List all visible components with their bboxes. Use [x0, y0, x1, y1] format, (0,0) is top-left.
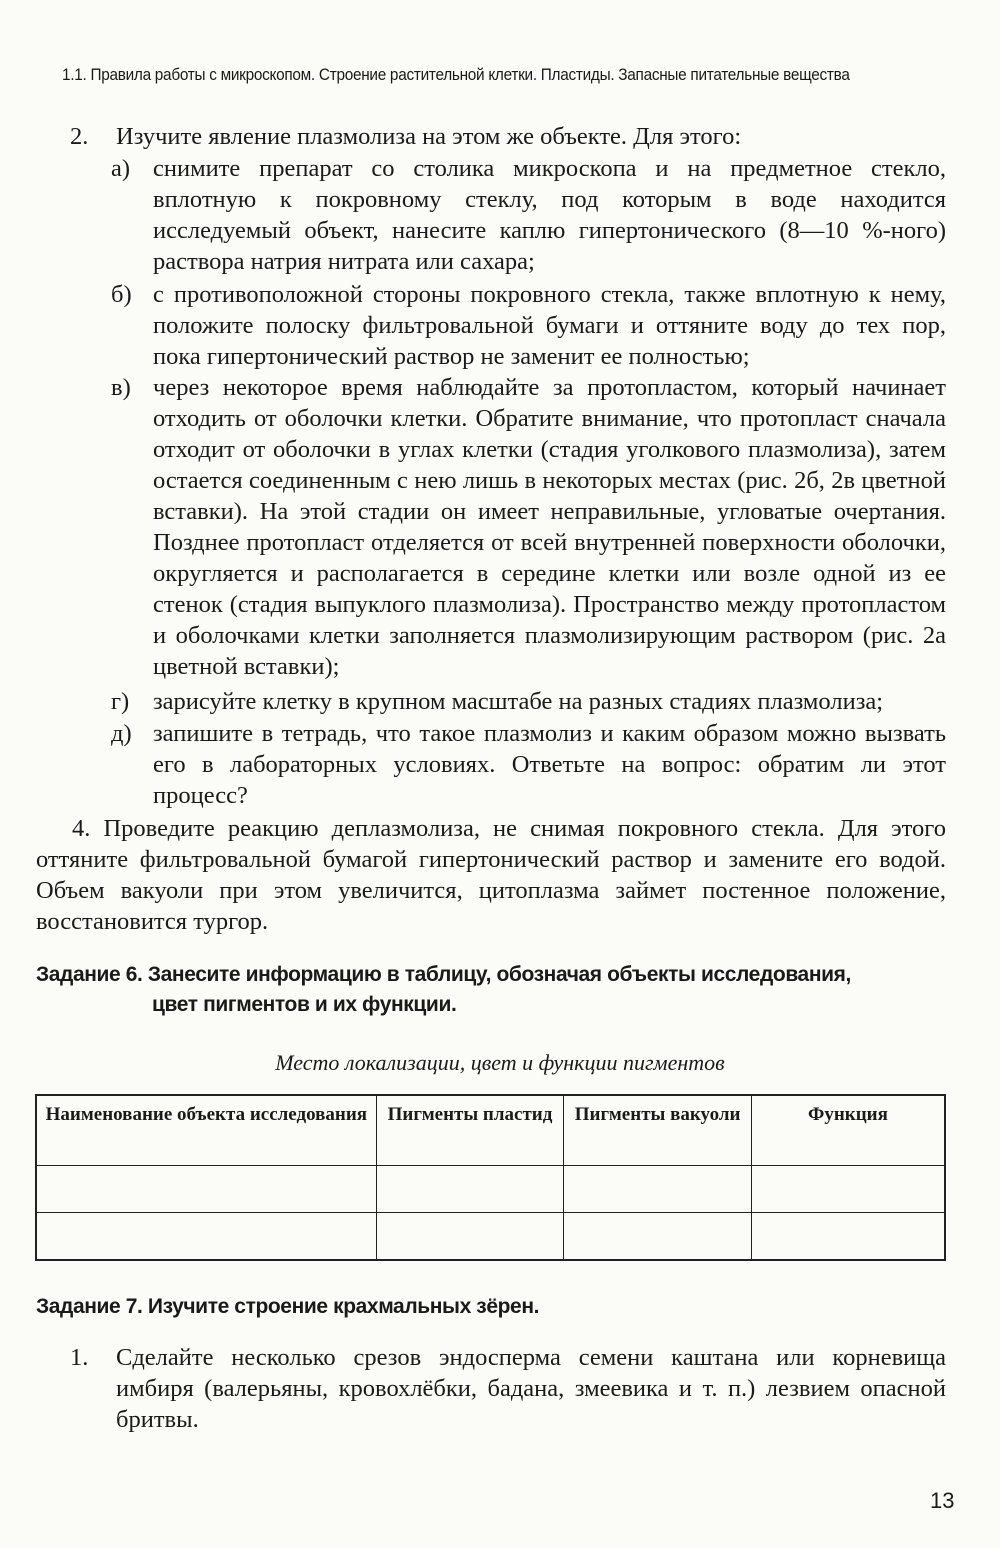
table-cell[interactable]	[36, 1213, 376, 1261]
header-vacuole-pigments: Пигменты вакуоли	[564, 1095, 752, 1166]
task-6-line-2: цвет пигментов и их функции.	[152, 993, 457, 1016]
header-object: Наименование объекта исследования	[36, 1095, 376, 1166]
step-4-paragraph: 4. Проведите реакцию деплазмолиза, не снимая покровного стекла. Для этого оттяните фильтровальной бумагой гипертонический раствор и замените его водой. Объем вакуоли при этом увеличится, цитоплазма займет постенное положение, восстановится тургор.	[36, 815, 946, 935]
substep-d	[111, 718, 946, 811]
step-2-text: Изучите явление плазмолиза на этом же объекте. Для этого:	[116, 123, 742, 150]
table-cell[interactable]	[751, 1213, 945, 1261]
substep-d-text: запишите в тетрадь, что такое плазмолиз и каким образом можно вызвать его в лабораторных условиях. Ответьте на вопрос: обратим ли этот процесс?	[153, 720, 946, 809]
pigments-table	[35, 1094, 946, 1261]
substep-v-text: через некоторое время наблюдайте за протопластом, который начинает отходить от оболочки клетки. Обратите внимание, что протопласт сначала отходит от оболочки в углах клетки (стадия уголкового плазмолиза), затем остается соединенным с нею лишь в некоторых местах (рис. 2б, 2в цветной вставки). На этой стадии он имеет неправильные, угловатые очертания. Позднее протопласт отделяется от всей внутренней поверхности оболочки, округляется и располагается в середине клетки или возле одной из ее стенок (стадия выпуклого плазмолиза). Пространство между протопластом и оболочками клетки заполняется плазмолизирующим раствором (рис. 2а цветной вставки);	[153, 374, 946, 680]
table-cell[interactable]	[564, 1213, 752, 1261]
step-2-number: 2.	[70, 123, 89, 150]
table-cell[interactable]	[36, 1166, 376, 1213]
substep-g-text: зарисуйте клетку в крупном масштабе на разных стадиях плазмолиза;	[153, 688, 884, 715]
task-7-step-1-text: Сделайте несколько срезов эндосперма семени каштана или корневища имбиря (валерьяны, кровохлёбки, бадана, змеевика и т. п.) лезвием опасной бритвы.	[116, 1344, 946, 1433]
table-caption: Место локализации, цвет и функции пигментов	[275, 1050, 725, 1075]
substep-a	[111, 153, 946, 277]
substep-a-text: снимите препарат со столика микроскопа и на предметное стекло, вплотную к покровному стеклу, под которым в воде находится исследуемый объект, нанесите каплю гипертонического (8—10 %-ного) раствора натрия нитрата или сахара;	[153, 155, 946, 275]
substep-b	[111, 279, 946, 372]
header-function: Функция	[751, 1095, 945, 1166]
substep-b-text: с противоположной стороны покровного стекла, также вплотную к нему, положите полоску фильтровальной бумаги и оттяните воду до тех пор, пока гипертонический раствор не заменит ее полностью;	[153, 281, 946, 370]
task-7-heading: Задание 7. Изучите строение крахмальных зёрен.	[36, 1295, 540, 1318]
substep-v	[111, 372, 946, 682]
table-header-row	[36, 1095, 945, 1166]
substep-d-mark: д)	[111, 720, 132, 747]
running-header: 1.1. Правила работы с микроскопом. Строение растительной клетки. Пластиды. Запасные питательные вещества	[62, 66, 850, 84]
header-plastid-pigments: Пигменты пластид	[376, 1095, 564, 1166]
substep-v-mark: в)	[111, 374, 131, 401]
substep-g-mark: г)	[111, 688, 130, 715]
task-6-heading	[36, 960, 946, 1020]
table-cell[interactable]	[564, 1166, 752, 1213]
substep-b-mark: б)	[111, 281, 132, 308]
table-cell[interactable]	[751, 1166, 945, 1213]
table-cell[interactable]	[376, 1166, 564, 1213]
page-number: 13	[930, 1488, 955, 1513]
table-cell[interactable]	[376, 1213, 564, 1261]
task-7-step-1	[70, 1342, 946, 1435]
task-7-step-1-number: 1.	[70, 1344, 89, 1371]
substep-a-mark: а)	[111, 155, 131, 182]
task-6-line-1: Задание 6. Занесите информацию в таблицу, обозначая объекты исследования,	[36, 963, 851, 986]
table-row	[36, 1213, 945, 1261]
substep-g	[111, 686, 946, 717]
table-row	[36, 1166, 945, 1213]
step-2	[70, 121, 946, 152]
